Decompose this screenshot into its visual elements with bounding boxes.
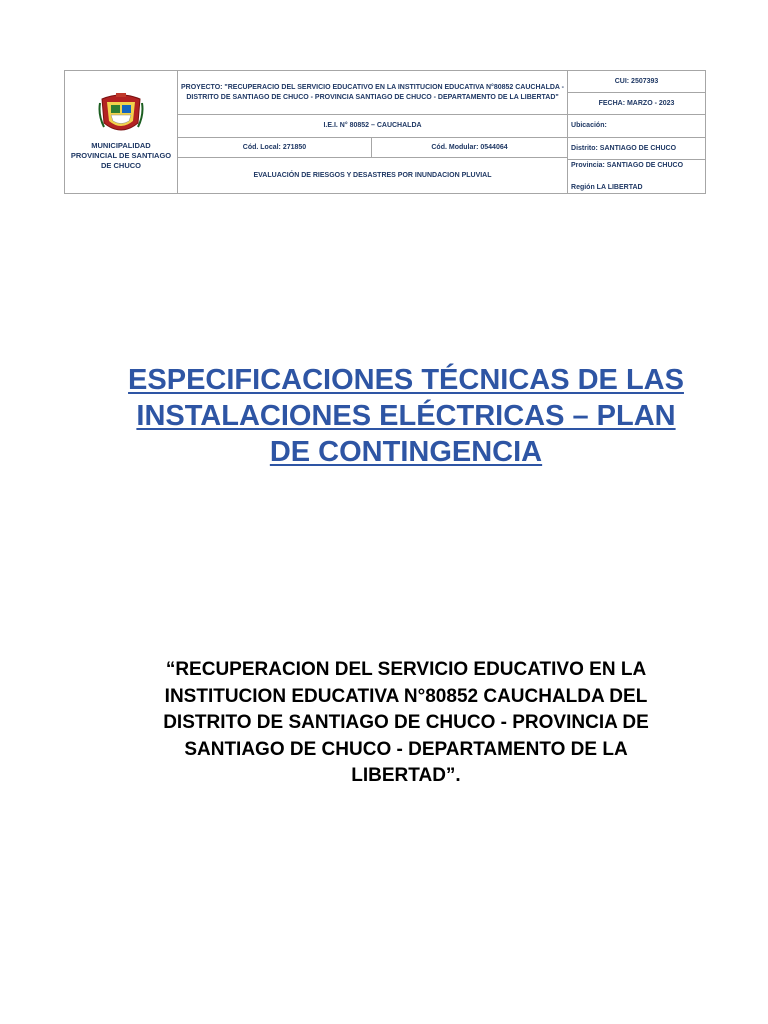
school-name-cell: I.E.I. N° 80852 – CAUCHALDA [178,115,568,138]
location-label-cell: Ubicación: [568,115,706,138]
municipal-coat-of-arms-icon [98,93,144,135]
evaluation-cell: EVALUACIÓN DE RIESGOS Y DESASTRES POR INUNDACION PLUVIAL [178,158,568,194]
province-region-cell [568,160,706,194]
district-cell: Distrito: SANTIAGO DE CHUCO [568,138,706,160]
logo-cell [65,71,178,194]
region-text: Región LA LIBERTAD [571,183,643,191]
province-text: Provincia: SANTIAGO DE CHUCO [571,162,684,170]
document-title [120,362,692,470]
document-title-text: ESPECIFICACIONES TÉCNICAS DE LAS INSTALACIONES ELÉCTRICAS – PLAN DE CONTINGENCIA [128,364,684,468]
project-title-cell: PROYECTO: "RECUPERACIO DEL SERVICIO EDUCATIVO EN LA INSTITUCION EDUCATIVA N°80852 CAUCHALDA - DISTRITO DE SANTIAGO DE CHUCO - PROVINCIA SANTIAGO DE CHUCO - DEPARTAMENTO DE LA LIBERTAD" [178,71,568,115]
local-code-cell: Cód. Local: 271850 [178,138,372,158]
project-subtitle: “RECUPERACION DEL SERVICIO EDUCATIVO EN LA INSTITUCION EDUCATIVA N°80852 CAUCHALDA DEL DISTRITO DE SANTIAGO DE CHUCO - PROVINCIA DE SANTIAGO DE CHUCO - DEPARTAMENTO DE LA LIBERTAD”. [163,659,649,786]
municipality-name: MUNICIPALIDAD PROVINCIAL DE SANTIAGO DE CHUCO [70,140,172,171]
date-cell: FECHA: MARZO - 2023 [568,93,706,115]
header-table [64,70,706,194]
modular-code-cell: Cód. Modular: 0544064 [372,138,568,158]
cui-cell: CUI: 2507393 [568,71,706,93]
